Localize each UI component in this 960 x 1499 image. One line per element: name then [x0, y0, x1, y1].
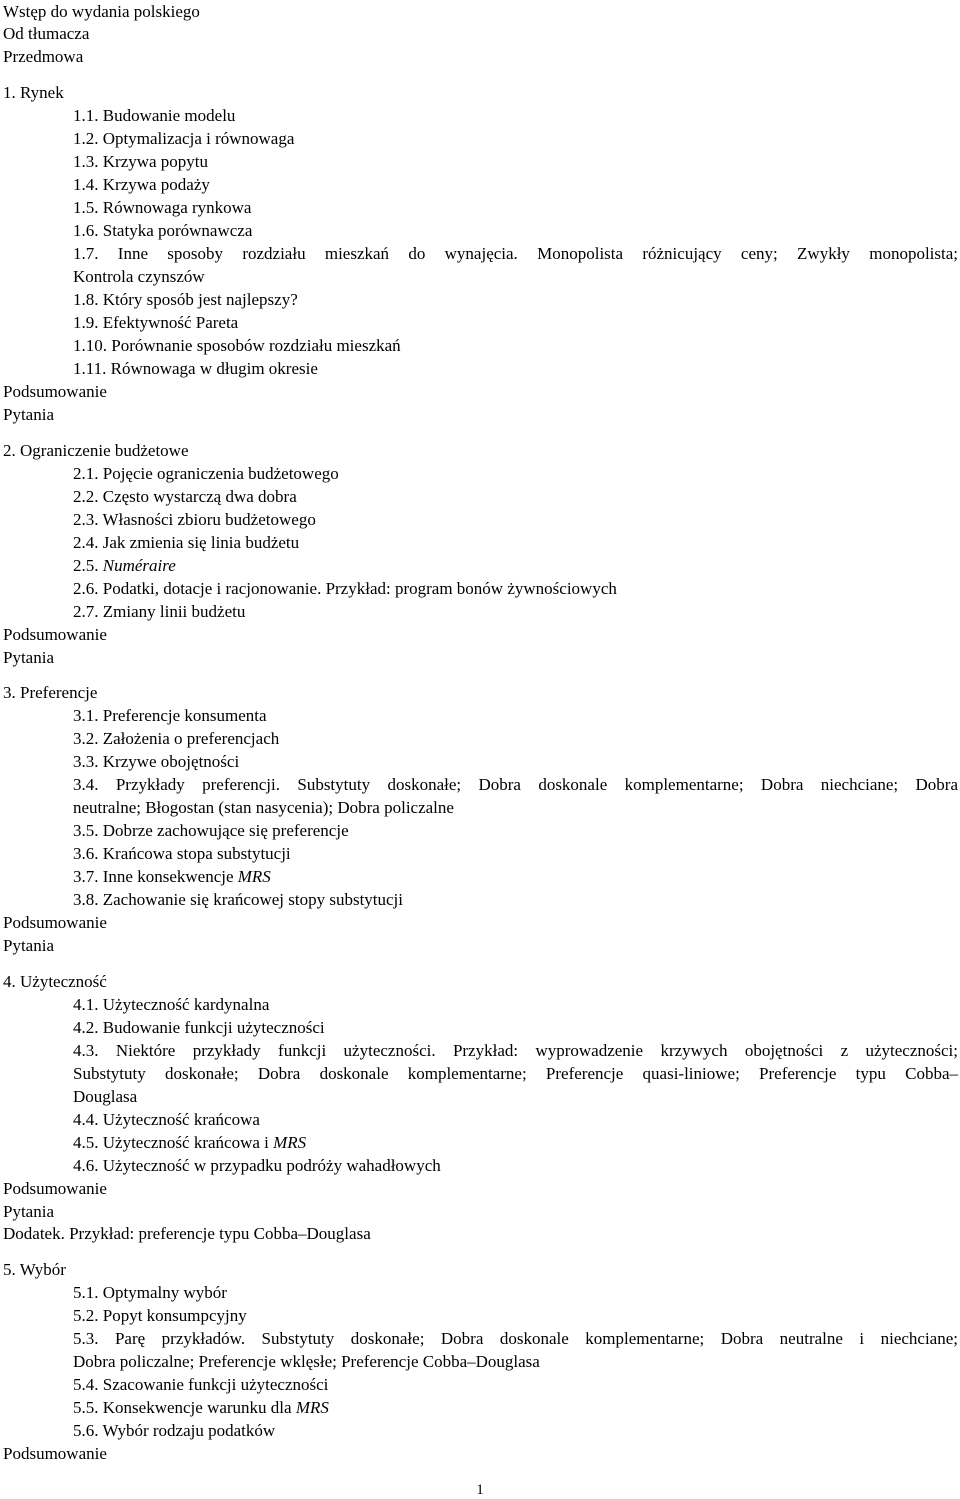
toc-entry: Podsumowanie	[3, 1444, 107, 1463]
toc-entry: 2. Ograniczenie budżetowe	[3, 441, 189, 460]
toc-subentry: 5.1. Optymalny wybór	[73, 1283, 227, 1302]
toc-subentry: 3.1. Preferencje konsumenta	[73, 706, 267, 725]
toc-entry: Dodatek. Przykład: preferencje typu Cobba–Douglasa	[3, 1224, 371, 1243]
toc-entry: Podsumowanie	[3, 382, 107, 401]
toc-entry: Pytania	[3, 648, 54, 667]
toc-subentry: 4.3. Niektóre przykłady funkcji użyteczności. Przykład: wyprowadzenie krzywych obojętności z użyteczności;	[73, 1041, 958, 1060]
toc-entry: Przedmowa	[3, 47, 84, 66]
toc-subentry: 4.2. Budowanie funkcji użyteczności	[73, 1018, 325, 1037]
toc-entry: Podsumowanie	[3, 1179, 107, 1198]
toc-subentry: Substytuty doskonałe; Dobra doskonale komplementarne; Preferencje quasi-liniowe; Preferencje typu Cobba–	[73, 1064, 958, 1083]
toc-entry: Wstęp do wydania polskiego	[3, 2, 200, 21]
toc-entry: Podsumowanie	[3, 625, 107, 644]
toc-subentry: 5.3. Parę przykładów. Substytuty doskonałe; Dobra doskonale komplementarne; Dobra neutralne i niechciane;	[73, 1329, 958, 1348]
toc-subentry: 2.4. Jak zmienia się linia budżetu	[73, 533, 300, 552]
toc-subentry: 4.4. Użyteczność krańcowa	[73, 1110, 260, 1129]
toc-subentry: 3.2. Założenia o preferencjach	[73, 729, 280, 748]
toc-subentry: 3.8. Zachowanie się krańcowej stopy substytucji	[73, 890, 404, 909]
toc-subentry: 3.3. Krzywe obojętności	[73, 752, 240, 771]
toc-subentry: 1.7. Inne sposoby rozdziału mieszkań do wynajęcia. Monopolista różnicujący ceny; Zwykły monopolista;	[73, 244, 958, 263]
toc-entry: Pytania	[3, 936, 54, 955]
toc-subentry: 1.10. Porównanie sposobów rozdziału mieszkań	[73, 336, 401, 355]
toc-subentry: Dobra policzalne; Preferencje wklęsłe; Preferencje Cobba–Douglasa	[73, 1352, 540, 1371]
toc-entry: Podsumowanie	[3, 913, 107, 932]
toc-subentry: Douglasa	[73, 1087, 138, 1106]
toc-subentry: 1.11. Równowaga w długim okresie	[73, 359, 318, 378]
toc-subentry: 2.3. Własności zbioru budżetowego	[73, 510, 316, 529]
toc-subentry: 3.7. Inne konsekwencje MRS	[73, 867, 271, 886]
toc-subentry: 5.2. Popyt konsumpcyjny	[73, 1306, 247, 1325]
toc-entry: 5. Wybór	[3, 1260, 66, 1279]
toc-subentry: 1.4. Krzywa podaży	[73, 175, 210, 194]
toc-subentry: 1.6. Statyka porównawcza	[73, 221, 253, 240]
toc-subentry: 2.2. Często wystarczą dwa dobra	[73, 487, 297, 506]
toc-subentry: 1.5. Równowaga rynkowa	[73, 198, 252, 217]
toc-subentry: 2.1. Pojęcie ograniczenia budżetowego	[73, 464, 339, 483]
toc-subentry: 4.6. Użyteczność w przypadku podróży wahadłowych	[73, 1156, 441, 1175]
toc-subentry: 1.9. Efektywność Pareta	[73, 313, 239, 332]
toc-subentry: 3.4. Przykłady preferencji. Substytuty doskonałe; Dobra doskonale komplementarne; Dobra niechciane; Dobra	[73, 775, 958, 794]
toc-entry: 1. Rynek	[3, 83, 64, 102]
toc-subentry: 5.5. Konsekwencje warunku dla MRS	[73, 1398, 329, 1417]
toc-subentry: 1.3. Krzywa popytu	[73, 152, 209, 171]
toc-subentry: 4.5. Użyteczność krańcowa i MRS	[73, 1133, 307, 1152]
toc-subentry: 2.6. Podatki, dotacje i racjonowanie. Przykład: program bonów żywnościowych	[73, 579, 617, 598]
toc-entry: Pytania	[3, 405, 54, 424]
toc-subentry: 1.1. Budowanie modelu	[73, 106, 236, 125]
toc-subentry: 1.2. Optymalizacja i równowaga	[73, 129, 295, 148]
toc-subentry: 5.6. Wybór rodzaju podatków	[73, 1421, 276, 1440]
toc-subentry: neutralne; Błogostan (stan nasycenia); Dobra policzalne	[73, 798, 454, 817]
toc-subentry: 2.7. Zmiany linii budżetu	[73, 602, 246, 621]
toc-subentry: 3.6. Krańcowa stopa substytucji	[73, 844, 291, 863]
toc-subentry: 1.8. Który sposób jest najlepszy?	[73, 290, 298, 309]
toc-entry: Od tłumacza	[3, 24, 90, 43]
toc-subentry: 2.5. Numéraire	[73, 556, 176, 575]
toc-entry: Pytania	[3, 1202, 54, 1221]
toc-subentry: Kontrola czynszów	[73, 267, 205, 286]
toc-entry: 4. Użyteczność	[3, 972, 107, 991]
toc-subentry: 4.1. Użyteczność kardynalna	[73, 995, 270, 1014]
page-number: 1	[476, 1482, 484, 1498]
toc-subentry: 3.5. Dobrze zachowujące się preferencje	[73, 821, 349, 840]
toc-subentry: 5.4. Szacowanie funkcji użyteczności	[73, 1375, 329, 1394]
toc-entry: 3. Preferencje	[3, 683, 98, 702]
